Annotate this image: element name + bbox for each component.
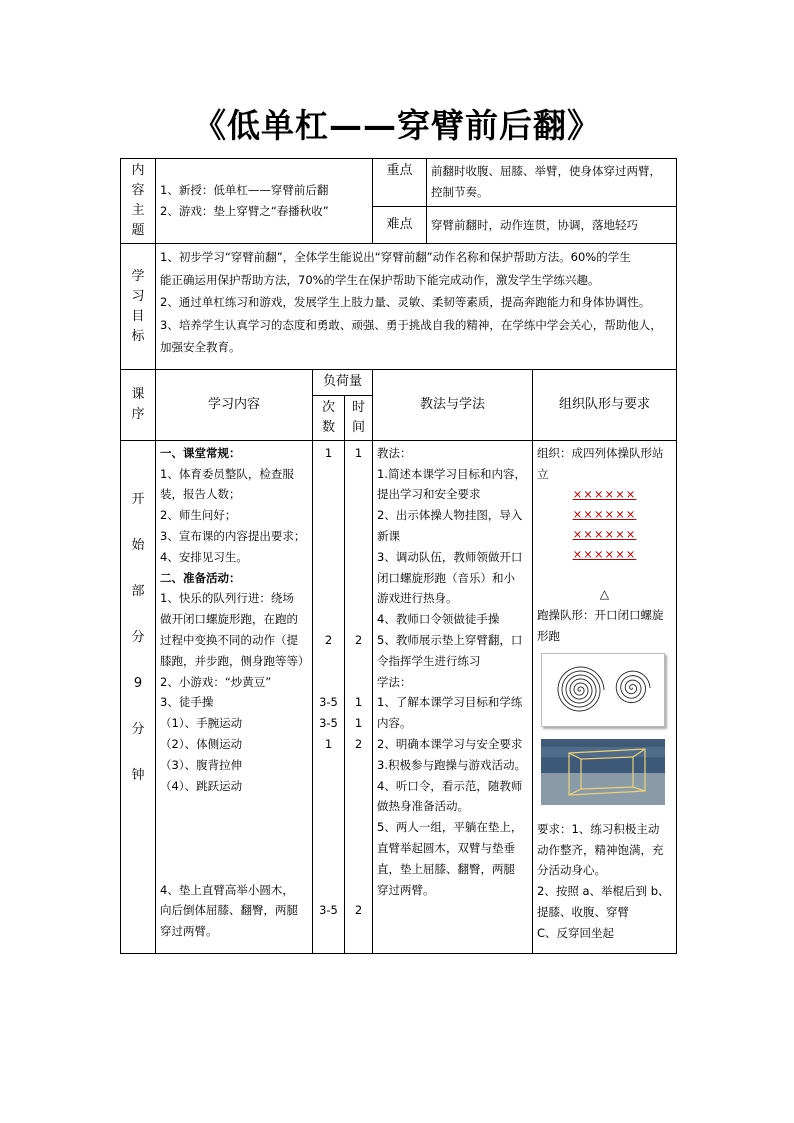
method-header: 教法与学法: [373, 370, 533, 441]
formation-grid: [537, 484, 672, 564]
content-cell: [156, 440, 313, 953]
count-lines-line: [317, 796, 340, 817]
method-lines-line: 2、明确本课学习与安全要求: [377, 736, 523, 751]
headers-time-chars-line: 时: [352, 399, 366, 415]
objectives-label-chars-line: 习: [131, 288, 145, 304]
section-label-chars-line: 分: [131, 629, 145, 645]
section-label-chars-line: 开: [131, 491, 145, 507]
content-lines-line: （1）、手腕运动: [160, 716, 243, 731]
section-label-chars-line: 钟: [131, 767, 145, 783]
organization-run-lines-line: 形跑: [537, 628, 561, 643]
objectives-label: [121, 244, 156, 370]
method-lines-line: 教法：: [377, 445, 412, 460]
time-lines-line: [349, 568, 368, 589]
time-lines-line: [349, 505, 368, 526]
time-lines-line: [349, 464, 368, 485]
content-lines-line: [160, 859, 308, 880]
count-lines-line: [317, 568, 340, 589]
section-label-chars-line: 始: [131, 537, 145, 553]
content-lines-line: 3、徒手操: [160, 695, 214, 710]
content-lines-line: 4、安排见习生。: [160, 549, 248, 564]
method-cell: [373, 440, 533, 953]
key-point-label: 重点: [373, 159, 427, 207]
section-label: [121, 440, 156, 953]
load-header: 负荷量: [313, 370, 373, 396]
count-lines-line: [317, 817, 340, 838]
content-lines-line: 做开闭口螺旋形跑，在跑的: [160, 612, 298, 627]
count-lines-line: 1: [324, 445, 333, 460]
organization-req-lines-line: 要求：1、练习积极主动: [537, 821, 660, 836]
method-lines-line: 做热身准备活动。: [377, 799, 470, 814]
time-lines-line: [349, 526, 368, 547]
count-lines-line: 2: [324, 632, 333, 647]
topic-label: [121, 159, 156, 244]
headers-time-chars-line: 间: [352, 419, 366, 435]
content-lines-line: 向后倒体屈膝、翻臀，两腿: [160, 903, 298, 918]
count-cell: [313, 440, 345, 953]
content-lines-line: 2、小游戏：“炒黄豆”: [160, 674, 272, 689]
method-lines-line: 4、教师口令领做徒手操: [377, 612, 500, 627]
time-lines-line: [349, 609, 368, 630]
count-lines-line: 3-5: [319, 695, 338, 710]
method-lines-line: 4、听口令，看示范，随教师: [377, 778, 523, 793]
method-lines-line: 新课: [377, 528, 401, 543]
objectives-text: [156, 244, 677, 370]
content-lines-line: 1、快乐的队列行进：绕场: [160, 591, 294, 606]
organization-cell: [533, 440, 677, 953]
spiral-run-diagram: [541, 653, 665, 727]
content-lines-line: 一、课堂常规：: [160, 445, 241, 460]
content-lines-line: 膝跑，并步跑，侧身跑等等）: [160, 653, 310, 668]
objectives-lines-line: 3、培养学生认真学习的态度和勇敢、顽强、勇于挑战自我的精神，在学练中学会关心，帮助他人，: [160, 317, 662, 332]
count-lines-line: [317, 859, 340, 880]
organization-req-lines-line: C、反穿回坐起: [537, 925, 615, 940]
content-lines-line: （2）、体侧运动: [160, 736, 243, 751]
count-lines-line: [317, 526, 340, 547]
time-lines-line: [349, 796, 368, 817]
topic-label-chars-line: 主: [131, 203, 145, 218]
content-lines-line: 3、宣布课的内容提出要求；: [160, 528, 306, 543]
time-lines-line: [349, 484, 368, 505]
content-lines-line: [160, 817, 308, 838]
time-lines-line: 2: [354, 903, 363, 918]
count-header: [313, 395, 345, 440]
content-lines-line: 二、准备活动：: [160, 570, 241, 585]
content-lines-line: 穿过两臂。: [160, 924, 218, 939]
objectives-lines-line: 加强安全教育。: [160, 340, 241, 355]
count-lines-line: [317, 755, 340, 776]
count-lines-line: [317, 588, 340, 609]
time-lines-line: [349, 817, 368, 838]
method-lines-line: 内容。: [377, 716, 412, 731]
organization-formation-rows-line: ××××××: [572, 507, 637, 522]
method-lines-line: 5、两人一组，平躺在垫上，: [377, 820, 523, 835]
headers-sequence-chars-line: 课: [131, 386, 145, 402]
time-lines-line: [349, 776, 368, 797]
time-lines-line: [349, 672, 368, 693]
content-lines-line: 1、体育委员整队，检查服: [160, 466, 294, 481]
count-lines-line: [317, 609, 340, 630]
gym-photo-icon: [541, 739, 665, 805]
headers-count-chars-line: 数: [321, 419, 335, 435]
content-lines-line: 装，报告人数；: [160, 487, 241, 502]
time-lines-line: 1: [354, 716, 363, 731]
content-lines-line: 过程中变换不同的动作（提: [160, 632, 298, 647]
content-lines-line: 4、垫上直臂高举小圆木，: [160, 882, 294, 897]
section-label-chars-line: 部: [131, 583, 145, 599]
time-lines-line: 2: [354, 632, 363, 647]
count-lines-line: [317, 484, 340, 505]
count-lines-line: [317, 547, 340, 568]
count-lines-line: [317, 838, 340, 859]
method-lines-line: 学法：: [377, 674, 412, 689]
time-lines-line: [349, 859, 368, 880]
topic-label-chars-line: 容: [131, 183, 145, 198]
sequence-header: [121, 370, 156, 441]
page-title: 《低单杠——穿臂前后翻》: [193, 106, 601, 145]
method-lines-line: 1、了解本课学习目标和学练: [377, 695, 523, 710]
topic-items-line: 1、新授：低单杠——穿臂前后翻: [160, 183, 329, 198]
organization-intro-lines-line: 立: [537, 466, 549, 481]
organization-formation-rows-line: ××××××: [572, 527, 637, 542]
time-header: [345, 395, 373, 440]
organization-formation-rows-line: ××××××: [572, 547, 637, 562]
time-lines-line: [349, 547, 368, 568]
organization-req-lines-line: 2、按照 a、举棍后到 b、: [537, 884, 670, 899]
method-lines-line: 游戏进行热身。: [377, 591, 458, 606]
organization-req-lines-line: 分活动身心。: [537, 863, 607, 878]
content-lines-line: [160, 838, 308, 859]
method-lines-line: 5、教师展示垫上穿臂翻，口: [377, 632, 523, 647]
count-lines-line: [317, 672, 340, 693]
method-lines-line: 直臂举起圆木，双臂与垫垂: [377, 840, 516, 855]
section-label-chars-line: 分: [131, 721, 145, 737]
key-point-text: 前翻时收腹、屈膝、举臂，使身体穿过两臂，控制节奏。: [427, 159, 677, 207]
content-header: 学习内容: [156, 370, 313, 441]
method-lines-line: 闭口螺旋形跑（音乐）和小: [377, 570, 516, 585]
method-lines-line: 3、调动队伍，教师领做开口: [377, 549, 523, 564]
time-lines-line: 1: [354, 695, 363, 710]
section-label-chars-line: 9: [133, 675, 143, 691]
content-lines-line: （4）、跳跃运动: [160, 778, 243, 793]
headers-count-chars-line: 次: [321, 399, 335, 415]
method-lines-line: 穿过两臂。: [377, 882, 435, 897]
method-lines-line: 2、出示体操人物挂图，导入: [377, 508, 523, 523]
lesson-plan-table: [120, 158, 677, 954]
time-lines-line: [349, 755, 368, 776]
time-lines-line: [349, 588, 368, 609]
organization-header: 组织队形与要求: [533, 370, 677, 441]
objectives-lines-line: 1、初步学习“穿臂前翻”，全体学生能说出“穿臂前翻”动作名称和保护帮助方法。60%的学生: [160, 250, 631, 264]
count-lines-line: 3-5: [319, 716, 338, 731]
topic-label-chars-line: 内: [131, 163, 145, 178]
time-cell: [345, 440, 373, 953]
objectives-label-chars-line: 标: [131, 328, 145, 344]
objectives-lines-line: 能正确运用保护帮助方法，70%的学生在保护帮助下能完成动作，激发学生学练兴趣。: [160, 272, 600, 287]
time-lines-line: 1: [354, 445, 363, 460]
method-lines-line: 令指挥学生进行练习: [377, 653, 481, 668]
topic-items-line: 2、游戏：垫上穿臂之“春播秋收”: [160, 204, 329, 218]
time-lines-line: [349, 651, 368, 672]
count-lines-line: [317, 880, 340, 901]
difficulty-text: 穿臂前翻时，动作连贯，协调，落地轻巧: [427, 206, 677, 243]
count-lines-line: 3-5: [319, 903, 338, 918]
organization-req-lines-line: 动作整齐，精神饱满，充: [537, 842, 664, 857]
content-lines-line: 2、师生问好；: [160, 508, 237, 523]
difficulty-label: 难点: [373, 206, 427, 243]
content-lines-line: （3）、腹背拉伸: [160, 757, 243, 772]
count-lines-line: [317, 505, 340, 526]
organization-run-lines-line: 跑操队形：开口闭口螺旋: [537, 608, 664, 623]
method-lines-line: 1.简述本课学习目标和内容，: [377, 466, 527, 481]
organization-intro-lines-line: 组织：成四列体操队形站: [537, 445, 664, 460]
organization-req-lines-line: 提膝、收腹、穿臂: [537, 904, 630, 919]
method-lines-line: 提出学习和安全要求: [377, 487, 481, 502]
count-lines-line: [317, 651, 340, 672]
headers-sequence-chars-line: 序: [131, 406, 145, 422]
time-lines-line: [349, 880, 368, 901]
method-lines-line: 3.积极参与跑操与游戏活动。: [377, 757, 527, 772]
objectives-lines-line: 2、通过单杠练习和游戏，发展学生上肢力量、灵敏、柔韧等素质，提高奔跑能力和身体协调性。: [160, 295, 651, 310]
objectives-label-chars-line: 学: [131, 268, 145, 284]
method-lines-line: 直，垫上屈膝、翻臀，两腿: [377, 861, 516, 876]
count-lines-line: [317, 464, 340, 485]
time-lines-line: [349, 838, 368, 859]
content-lines-line: [160, 796, 308, 817]
time-lines-line: 2: [354, 736, 363, 751]
objectives-label-chars-line: 目: [131, 308, 145, 324]
count-lines-line: 1: [324, 736, 333, 751]
topic-label-chars-line: 题: [131, 223, 145, 238]
topic-content: [156, 159, 373, 244]
teacher-mark: △: [599, 587, 610, 602]
count-lines-line: [317, 776, 340, 797]
organization-formation-rows-line: ××××××: [572, 487, 637, 502]
equipment-photo: [541, 739, 665, 805]
spiral-icon: [542, 654, 664, 726]
